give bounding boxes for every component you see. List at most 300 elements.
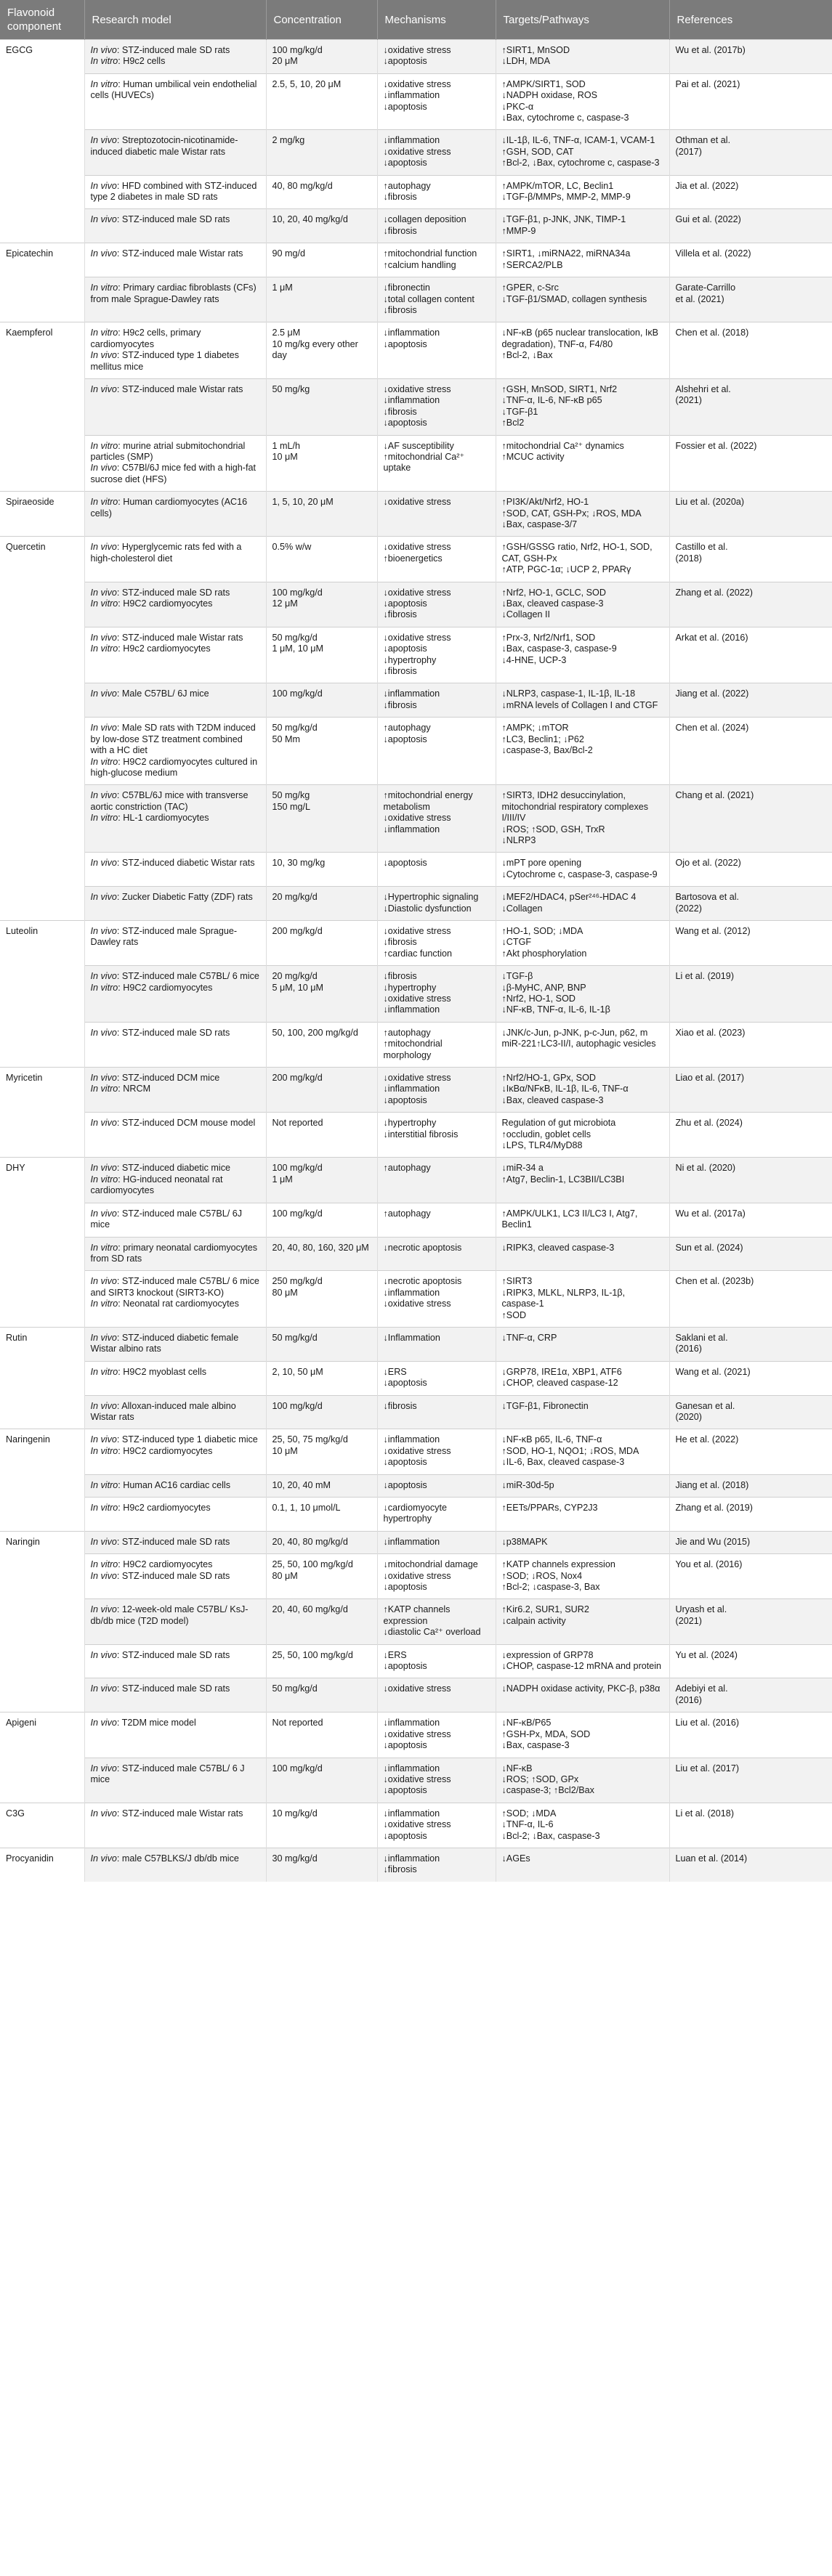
cell-line: 200 mg/kg/d — [272, 1073, 323, 1084]
research-model-cell — [84, 40, 266, 74]
table-row — [0, 435, 832, 492]
research-model-cell — [84, 1803, 266, 1848]
targets-cell — [496, 40, 669, 74]
reference-cell — [669, 175, 832, 209]
concentration-cell — [266, 1599, 377, 1644]
cell-line: ↓apoptosis — [383, 734, 427, 744]
cell-line: (2016) — [675, 1344, 702, 1354]
cell-line: ↓oxidative stress — [383, 1773, 451, 1784]
cell-line: ↑SOD, CAT, GSH-Px; ↓ROS, MDA — [501, 508, 642, 519]
cell-line: 80 μM — [272, 1287, 298, 1298]
cell-line: ↓NF-κB, TNF-α, IL-6, IL-1β — [501, 1004, 610, 1015]
cell-line: ↓hypertrophy — [383, 1118, 437, 1129]
research-model-cell — [84, 209, 266, 243]
concentration-cell — [266, 1712, 377, 1758]
cell-line: ↓apoptosis — [383, 643, 427, 654]
table-row — [0, 1237, 832, 1271]
cell-line: 1, 5, 10, 20 μM — [272, 497, 334, 508]
research-model-cell — [84, 1848, 266, 1881]
cell-line: Chen et al. (2024) — [675, 723, 749, 734]
reference-cell — [669, 1644, 832, 1678]
cell-line: In vitro: H9C2 cardiomyocytes — [90, 1445, 213, 1456]
cell-line: 100 mg/kg/d — [272, 688, 323, 699]
table-row — [0, 492, 832, 537]
cell-line: 100 mg/kg/d — [272, 1400, 323, 1411]
cell-line: In vivo: Zucker Diabetic Fatty (ZDF) rats — [90, 892, 253, 903]
research-model-cell — [84, 1271, 266, 1328]
concentration-cell — [266, 785, 377, 853]
cell-line: 20 μM — [272, 56, 298, 67]
cell-line: ↑PI3K/Akt/Nrf2, HO-1 — [501, 497, 589, 508]
cell-line: ↓CHOP, caspase-12 mRNA and protein — [501, 1661, 662, 1672]
cell-line: In vivo: STZ-induced male Wistar rats — [90, 632, 243, 643]
concentration-cell — [266, 1498, 377, 1532]
research-model-cell — [84, 1474, 266, 1497]
research-model-cell — [84, 683, 266, 718]
cell-line: ↓apoptosis — [383, 598, 427, 609]
cell-line: In vivo: STZ-induced male SD rats — [90, 1536, 230, 1547]
research-model-cell — [84, 1712, 266, 1758]
cell-line: In vitro: H9C2 cardiomyocytes — [90, 982, 213, 993]
reference-cell — [669, 1531, 832, 1553]
cell-line: Regulation of gut microbiota — [501, 1118, 616, 1129]
mechanisms-cell — [377, 73, 496, 130]
cell-line: In vivo: C57Bl/6J mice fed with a high-fat sucrose diet (HFS) — [90, 463, 259, 484]
targets-cell — [496, 1271, 669, 1328]
cell-line: ↓inflammation — [383, 1536, 440, 1547]
cell-line: 10, 20, 40 mM — [272, 1479, 331, 1490]
concentration-cell — [266, 1554, 377, 1599]
concentration-cell — [266, 920, 377, 965]
cell-line: 150 mg/L — [272, 801, 311, 812]
cell-line: ↓apoptosis — [383, 1378, 427, 1389]
cell-line: Uryash et al. — [675, 1604, 727, 1615]
cell-line: ↓PKC-α — [501, 101, 534, 112]
reference-cell — [669, 1474, 832, 1497]
cell-line: Xiao et al. (2023) — [675, 1027, 746, 1038]
cell-line: ↓apoptosis — [383, 158, 427, 168]
targets-cell — [496, 1712, 669, 1758]
cell-line: ↓collagen deposition — [383, 214, 467, 225]
targets-cell — [496, 853, 669, 887]
targets-cell — [496, 378, 669, 435]
cell-line: 50 mg/kg/d — [272, 1332, 318, 1343]
cell-line: 250 mg/kg/d — [272, 1276, 323, 1287]
targets-cell — [496, 1531, 669, 1553]
table-row — [0, 537, 832, 582]
cell-line: In vivo: STZ-induced male C57BL/ 6 mice — [90, 971, 259, 982]
concentration-cell — [266, 209, 377, 243]
reference-cell — [669, 1803, 832, 1848]
cell-line: ↓inflammation — [383, 1287, 440, 1298]
cell-line: 20, 40, 60 mg/kg/d — [272, 1604, 348, 1615]
cell-line: ↓apoptosis — [383, 1582, 427, 1593]
cell-line: ↑SOD — [501, 1309, 527, 1320]
flavonoid-name: EGCG — [0, 40, 84, 243]
cell-line: ↓diastolic Ca²⁺ overload — [383, 1627, 481, 1638]
concentration-cell — [266, 175, 377, 209]
reference-cell — [669, 1113, 832, 1158]
cell-line: ↓oxidative stress — [383, 1819, 451, 1830]
cell-line: Liu et al. (2020a) — [675, 497, 745, 508]
research-model-cell — [84, 1158, 266, 1203]
cell-line: ↓interstitial fibrosis — [383, 1129, 459, 1139]
targets-cell — [496, 130, 669, 175]
reference-cell — [669, 920, 832, 965]
table-row — [0, 277, 832, 322]
cell-line: 12 μM — [272, 598, 298, 609]
concentration-cell — [266, 1429, 377, 1474]
cell-line: Ganesan et al. — [675, 1400, 735, 1411]
cell-line: Wu et al. (2017b) — [675, 45, 746, 55]
mechanisms-cell — [377, 887, 496, 921]
mechanisms-cell — [377, 1644, 496, 1678]
flavonoid-name: Procyanidin — [0, 1848, 84, 1881]
targets-cell — [496, 582, 669, 627]
cell-line: 20, 40, 80, 160, 320 μM — [272, 1242, 369, 1253]
concentration-cell — [266, 1271, 377, 1328]
reference-cell — [669, 1203, 832, 1237]
cell-line: ↑AMPK/mTOR, LC, Beclin1 — [501, 180, 614, 191]
mechanisms-cell — [377, 718, 496, 785]
cell-line: ↑SOD; ↓ROS, Nox4 — [501, 1570, 583, 1581]
cell-line: In vivo: STZ-induced male Sprague-Dawley rats — [90, 925, 238, 948]
cell-line: In vivo: STZ-induced diabetic mice — [90, 1163, 230, 1174]
cell-line: ↓LDH, MDA — [501, 56, 550, 67]
cell-line: ↓MEF2/HDAC4, pSer²⁴⁶-HDAC 4 — [501, 892, 637, 903]
cell-line: ↓miR-34 a — [501, 1163, 544, 1174]
flavonoid-name: Kaempferol — [0, 322, 84, 492]
cell-line: ↓inflammation — [383, 135, 440, 146]
cell-line: In vivo: STZ-induced male Wistar rats — [90, 1808, 243, 1819]
cell-line: Ni et al. (2020) — [675, 1163, 736, 1174]
cell-line: Ojo et al. (2022) — [675, 858, 741, 869]
cell-line: ↓p38MAPK — [501, 1536, 548, 1547]
cell-line: ↓oxidative stress — [383, 542, 451, 553]
cell-line: ↓oxidative stress — [383, 632, 451, 643]
cell-line: ↓Bax, cleaved caspase-3 — [501, 598, 604, 609]
concentration-cell — [266, 627, 377, 683]
mechanisms-cell — [377, 40, 496, 74]
targets-cell — [496, 1203, 669, 1237]
research-model-cell — [84, 435, 266, 492]
cell-line: 100 mg/kg/d — [272, 1763, 323, 1773]
cell-line: 1 μM — [272, 283, 293, 293]
mechanisms-cell — [377, 1113, 496, 1158]
table-row — [0, 40, 832, 74]
cell-line: In vivo: C57BL/6J mice with transverse aortic constriction (TAC) — [90, 790, 251, 812]
cell-line: In vivo: STZ-induced male SD rats — [90, 1027, 230, 1038]
cell-line: (2021) — [675, 395, 702, 406]
research-model-cell — [84, 853, 266, 887]
cell-line: In vitro: HG-induced neonatal rat cardiomyocytes — [90, 1174, 226, 1196]
concentration-cell — [266, 582, 377, 627]
table-row — [0, 1498, 832, 1532]
research-model-cell — [84, 1554, 266, 1599]
cell-line: ↑bioenergetics — [383, 553, 443, 564]
table-row — [0, 582, 832, 627]
cell-line: Liu et al. (2017) — [675, 1763, 740, 1773]
targets-cell — [496, 887, 669, 921]
concentration-cell — [266, 1113, 377, 1158]
targets-cell — [496, 435, 669, 492]
flavonoid-name: Luteolin — [0, 920, 84, 1067]
cell-line: Villela et al. (2022) — [675, 248, 751, 259]
mechanisms-cell — [377, 853, 496, 887]
mechanisms-cell — [377, 1474, 496, 1497]
flavonoid-name: Quercetin — [0, 537, 84, 921]
cell-line: Luan et al. (2014) — [675, 1853, 748, 1864]
cell-line: ↓apoptosis — [383, 1457, 427, 1468]
mechanisms-cell — [377, 785, 496, 853]
targets-cell — [496, 73, 669, 130]
research-model-cell — [84, 277, 266, 322]
table-row — [0, 243, 832, 277]
cell-line: In vivo: STZ-induced male Wistar rats — [90, 383, 243, 394]
research-model-cell — [84, 175, 266, 209]
cell-line: ↓fibrosis — [383, 666, 417, 677]
cell-line: 50 mg/kg — [272, 790, 310, 801]
cell-line: ↑SIRT1, MnSOD — [501, 45, 570, 55]
cell-line: 2.5 μM — [272, 328, 301, 338]
cell-line: ↑AMPK; ↓mTOR — [501, 723, 569, 734]
cell-line: ↓apoptosis — [383, 858, 427, 869]
mechanisms-cell — [377, 966, 496, 1023]
cell-line: ↓inflammation — [383, 328, 440, 338]
cell-line: In vivo: STZ-induced male SD rats — [90, 45, 230, 55]
cell-line: ↓NLRP3 — [501, 834, 536, 845]
cell-line: ↓mRNA levels of Collagen I and CTGF — [501, 699, 658, 710]
cell-line: 10, 20, 40 mg/kg/d — [272, 214, 348, 225]
cell-line: In vivo: STZ-induced male SD rats — [90, 1570, 230, 1581]
reference-cell — [669, 1758, 832, 1803]
table-row — [0, 1203, 832, 1237]
cell-line: ↓mitochondrial damage — [383, 1559, 478, 1570]
research-model-cell — [84, 1068, 266, 1113]
cell-line: 30 mg/kg/d — [272, 1853, 318, 1864]
table-row — [0, 1678, 832, 1712]
cell-line: ↓inflammation — [383, 1084, 440, 1094]
cell-line: In vivo: Hyperglycemic rats fed with a high-cholesterol diet — [90, 542, 244, 564]
cell-line: ↓oxidative stress — [383, 813, 451, 824]
cell-line: ↓Inflammation — [383, 1332, 440, 1343]
targets-cell — [496, 966, 669, 1023]
header-references: References — [669, 0, 832, 40]
table-row — [0, 175, 832, 209]
cell-line: ↓NADPH oxidase activity, PKC-β, p38α — [501, 1683, 661, 1694]
table-row — [0, 1271, 832, 1328]
reference-cell — [669, 683, 832, 718]
cell-line: ↓calpain activity — [501, 1615, 566, 1626]
cell-line: ↓mPT pore opening — [501, 858, 582, 869]
cell-line: Liu et al. (2016) — [675, 1718, 740, 1728]
cell-line: 10 μM — [272, 1445, 298, 1456]
cell-line: ↑calcium handling — [383, 259, 456, 270]
reference-cell — [669, 435, 832, 492]
cell-line: ↑autophagy — [383, 1027, 431, 1038]
cell-line: ↓fibrosis — [383, 406, 417, 417]
reference-cell — [669, 492, 832, 537]
targets-cell — [496, 1758, 669, 1803]
cell-line: ↑MMP-9 — [501, 225, 536, 236]
targets-cell — [496, 683, 669, 718]
cell-line: ↓oxidative stress — [383, 1683, 451, 1694]
cell-line: ↓oxidative stress — [383, 1073, 451, 1084]
cell-line: ↓inflammation — [383, 1808, 440, 1819]
cell-line: Bartosova et al. — [675, 892, 740, 903]
cell-line: (2017) — [675, 146, 702, 157]
concentration-cell — [266, 1474, 377, 1497]
concentration-cell — [266, 1395, 377, 1429]
cell-line: ↓oxidative stress — [383, 383, 451, 394]
cell-line: In vivo: Male SD rats with T2DM induced by low-dose STZ treatment combined with a HC diet — [90, 723, 259, 756]
concentration-cell — [266, 1022, 377, 1067]
targets-cell — [496, 1678, 669, 1712]
targets-cell — [496, 1599, 669, 1644]
cell-line: In vivo: STZ-induced male C57BL/ 6 J mice — [90, 1763, 248, 1784]
cell-line: 2 mg/kg — [272, 135, 305, 146]
cell-line: 10, 30 mg/kg — [272, 858, 326, 869]
cell-line: 100 mg/kg/d — [272, 1163, 323, 1174]
concentration-cell — [266, 683, 377, 718]
cell-line: ↑SOD; ↓MDA — [501, 1808, 557, 1819]
cell-line: In vivo: STZ-induced DCM mice — [90, 1073, 220, 1084]
targets-cell — [496, 1022, 669, 1067]
cell-line: ↑SOD, HO-1, NQO1; ↓ROS, MDA — [501, 1445, 639, 1456]
reference-cell — [669, 1599, 832, 1644]
cell-line: Jiang et al. (2018) — [675, 1479, 749, 1490]
cell-line: ↑LC3, Beclin1; ↓P62 — [501, 734, 584, 744]
cell-line: You et al. (2016) — [675, 1559, 743, 1570]
cell-line: ↑KATP channels expression — [501, 1559, 615, 1570]
concentration-cell — [266, 1531, 377, 1553]
research-model-cell — [84, 1203, 266, 1237]
table-row — [0, 1758, 832, 1803]
mechanisms-cell — [377, 1758, 496, 1803]
cell-line: Jie and Wu (2015) — [675, 1536, 751, 1547]
cell-line: Li et al. (2019) — [675, 971, 735, 982]
cell-line: In vitro: H9C2 cardiomyocytes — [90, 598, 213, 609]
cell-line: Jiang et al. (2022) — [675, 688, 749, 699]
cell-line: 90 mg/d — [272, 248, 306, 259]
mechanisms-cell — [377, 1848, 496, 1881]
cell-line: ↓cardiomyocyte hypertrophy — [383, 1503, 450, 1524]
cell-line: ↓NF-κB p65, IL-6, TNF-α — [501, 1434, 602, 1445]
cell-line: 50, 100, 200 mg/kg/d — [272, 1027, 358, 1038]
cell-line: ↓necrotic apoptosis — [383, 1276, 462, 1287]
cell-line: ↓fibrosis — [383, 937, 417, 948]
cell-line: ↓IκBα/NFκB, IL-1β, IL-6, TNF-α — [501, 1084, 629, 1094]
cell-line: In vitro: Human cardiomyocytes (AC16 cells) — [90, 497, 250, 519]
research-model-cell — [84, 1022, 266, 1067]
cell-line: ↓hypertrophy — [383, 654, 437, 665]
cell-line: ↓Hypertrophic signaling — [383, 892, 479, 903]
flavonoid-name: C3G — [0, 1803, 84, 1848]
reference-cell — [669, 1678, 832, 1712]
cell-line: In vivo: STZ-induced diabetic female Wistar albino rats — [90, 1332, 241, 1354]
cell-line: In vitro: NRCM — [90, 1084, 151, 1094]
cell-line: ↓fibrosis — [383, 1400, 417, 1411]
cell-line: In vitro: H9C2 myoblast cells — [90, 1366, 207, 1377]
cell-line: Chen et al. (2023b) — [675, 1276, 754, 1287]
cell-line: ↓fibronectin — [383, 283, 430, 293]
flavonoid-name: Epicatechin — [0, 243, 84, 322]
targets-cell — [496, 1498, 669, 1532]
cell-line: ↓fibrosis — [383, 609, 417, 620]
cell-line: ↓Bax, caspase-3 — [501, 1740, 570, 1751]
cell-line: 1 μM — [272, 1174, 293, 1185]
table-row — [0, 1554, 832, 1599]
targets-cell — [496, 627, 669, 683]
reference-cell — [669, 209, 832, 243]
cell-line: Fossier et al. (2022) — [675, 440, 757, 451]
research-model-cell — [84, 378, 266, 435]
targets-cell — [496, 1848, 669, 1881]
cell-line: ↑HO-1, SOD; ↓MDA — [501, 925, 583, 936]
table-row — [0, 1644, 832, 1678]
mechanisms-cell — [377, 1712, 496, 1758]
concentration-cell — [266, 853, 377, 887]
targets-cell — [496, 785, 669, 853]
cell-line: ↑GSH/GSSG ratio, Nrf2, HO-1, SOD, CAT, GSH-Px — [501, 542, 655, 564]
cell-line: ↓inflammation — [383, 1853, 440, 1864]
research-model-cell — [84, 1758, 266, 1803]
reference-cell — [669, 1554, 832, 1599]
mechanisms-cell — [377, 209, 496, 243]
mechanisms-cell — [377, 920, 496, 965]
table-header — [0, 0, 832, 40]
table-row — [0, 966, 832, 1023]
cell-line: ↓inflammation — [383, 395, 440, 406]
cell-line: ↓apoptosis — [383, 101, 427, 112]
cell-line: 50 mg/kg/d — [272, 632, 318, 643]
cell-line: Jia et al. (2022) — [675, 180, 739, 191]
concentration-cell — [266, 492, 377, 537]
targets-cell — [496, 1237, 669, 1271]
reference-cell — [669, 1848, 832, 1881]
cell-line: ↓oxidative stress — [383, 497, 451, 508]
cell-line: ↓Collagen — [501, 903, 543, 914]
reference-cell — [669, 1361, 832, 1395]
reference-cell — [669, 1395, 832, 1429]
cell-line: ↓inflammation — [383, 824, 440, 834]
flavonoid-name: Myricetin — [0, 1068, 84, 1158]
cell-line: ↓hypertrophy — [383, 982, 437, 993]
table-row — [0, 378, 832, 435]
mechanisms-cell — [377, 1498, 496, 1532]
cell-line: In vitro: Human AC16 cardiac cells — [90, 1479, 230, 1490]
cell-line: ↓ROS; ↑SOD, GSH, TrxR — [501, 824, 605, 834]
mechanisms-cell — [377, 1531, 496, 1553]
table-row — [0, 785, 832, 853]
research-model-cell — [84, 1237, 266, 1271]
concentration-cell — [266, 243, 377, 277]
cell-line: ↓caspase-3; ↑Bcl2/Bax — [501, 1785, 594, 1796]
cell-line: 0.1, 1, 10 μmol/L — [272, 1503, 341, 1513]
cell-line: In vivo: STZ-induced male SD rats — [90, 214, 230, 225]
cell-line: ↑AMPK/SIRT1, SOD — [501, 78, 586, 89]
cell-line: ↓fibrosis — [383, 699, 417, 710]
cell-line: ↓Bax, caspase-3/7 — [501, 519, 578, 529]
reference-cell — [669, 277, 832, 322]
targets-cell — [496, 277, 669, 322]
cell-line: ↓inflammation — [383, 1004, 440, 1015]
cell-line: ↓inflammation — [383, 688, 440, 699]
cell-line: ↓inflammation — [383, 1763, 440, 1773]
research-model-cell — [84, 966, 266, 1023]
concentration-cell — [266, 1158, 377, 1203]
research-model-cell — [84, 1113, 266, 1158]
